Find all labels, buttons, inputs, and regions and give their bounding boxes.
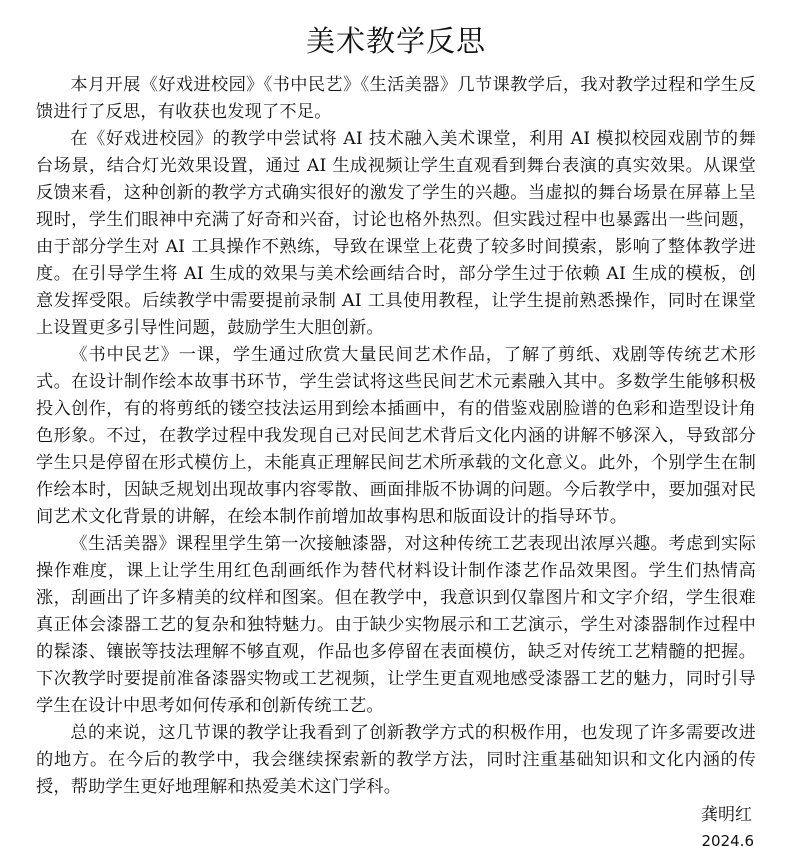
page-title: 美术教学反思 — [305, 24, 486, 58]
document-body — [36, 14, 756, 801]
paragraph-haoxi: 在《好戏进校园》的教学中尝试将 AI 技术融入美术课堂，利用 AI 模拟校园戏剧节的舞台场景，结合灯光效果设置，通过 AI 生成视频让学生直观看到舞台表演的真实效果。从课堂反馈来看，这种创新的教学方式确实很好的激发了学生的兴趣。当虚拟的舞台场景在屏幕上呈现时，学生们眼神中充满了好奇和兴奋，讨论也格外热烈。但实践过程中也暴露出一些问题，由于部分学生对 AI 工具操作不熟练，导致在课堂上花费了较多时间摸索，影响了整体教学进度。在引导学生将 AI 生成的效果与美术绘画结合时，部分学生过于依赖 AI 生成的模板，创意发挥受限。后续教学中需要提前录制 AI 工具使用教程，让学生提前熟悉操作，同时在课堂上设置更多引导性问题，鼓励学生大胆创新。 — [36, 129, 756, 338]
paragraph-intro: 本月开展《好戏进校园》《书中民艺》《生活美器》几节课教学后，我对教学过程和学生反馈进行了反思，有收获也发现了不足。 — [36, 75, 756, 122]
author-signature: 龚明红 — [701, 805, 752, 825]
paragraph-summary: 总的来说，这几节课的教学让我看到了创新教学方式的积极作用，也发现了许多需要改进的地方。在今后的教学中，我会继续探索新的教学方法，同时注重基础知识和文化内涵的传授，帮助学生更好地理解和热爱美术这门学科。 — [36, 723, 756, 797]
paragraph-shenghuo: 《生活美器》课程里学生第一次接触漆器，对这种传统工艺表现出浓厚兴趣。考虑到实际操作难度，课上让学生用红色刮画纸作为替代材料设计制作漆艺作品效果图。学生们热情高涨，刮画出了许多精美的纹样和图案。但在教学中，我意识到仅靠图片和文字介绍，学生很难真正体会漆器工艺的复杂和独特魅力。由于缺少实物展示和工艺演示，学生对漆器制作过程中的髹漆、镶嵌等技法理解不够直观，作品也多停留在表面模仿，缺乏对传统工艺精髓的把握。下次教学时要提前准备漆器实物或工艺视频，让学生更直观地感受漆器工艺的魅力，同时引导学生在设计中思考如何传承和创新传统工艺。 — [36, 534, 756, 716]
document-date: 2024.6 — [701, 832, 754, 850]
paragraph-shuzhong: 《书中民艺》一课，学生通过欣赏大量民间艺术作品，了解了剪纸、戏剧等传统艺术形式。在设计制作绘本故事书环节，学生尝试将这些民间艺术元素融入其中。多数学生能够积极投入创作，有的将剪纸的镂空技法运用到绘本插画中，有的借鉴戏剧脸谱的色彩和造型设计角色形象。不过，在教学过程中我发现自己对民间艺术背后文化内涵的讲解不够深入，导致部分学生只是停留在形式模仿上，未能真正理解民间艺术所承载的文化意义。此外，个别学生在制作绘本时，因缺乏规划出现故事内容零散、画面排版不协调的问题。今后教学中，要加强对民间艺术文化背景的讲解，在绘本制作前增加故事构思和版面设计的指导环节。 — [36, 345, 756, 527]
